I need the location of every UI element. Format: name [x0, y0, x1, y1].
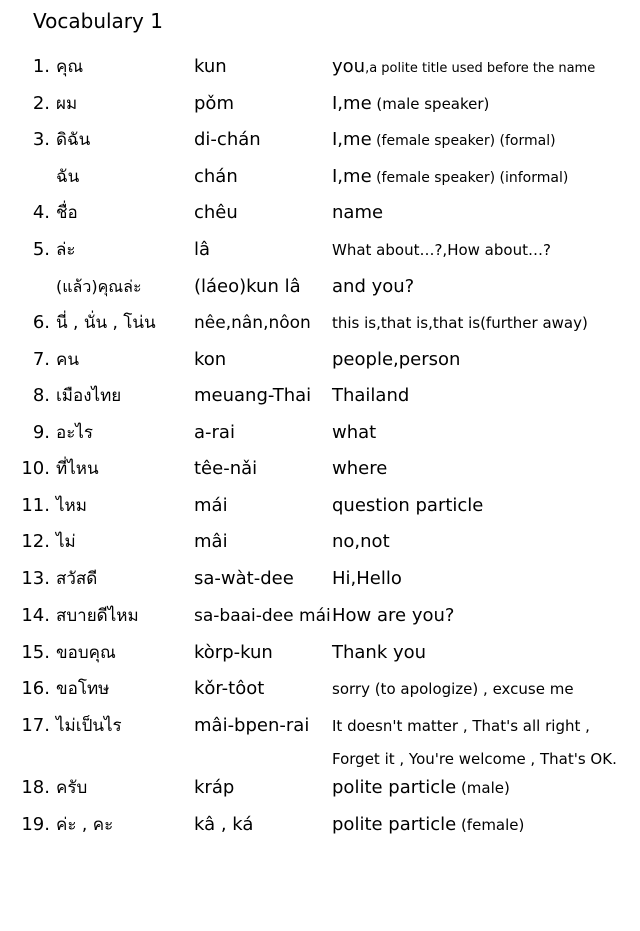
vocab-row [0, 564, 640, 594]
meaning [332, 418, 376, 448]
meaning-main: where [332, 458, 388, 479]
meaning-main: you [332, 56, 366, 77]
meaning [332, 744, 617, 774]
romanization: pǒm [194, 93, 234, 114]
vocab-row [0, 381, 640, 411]
thai-word: ไหม [56, 496, 87, 516]
meaning [332, 454, 387, 484]
meaning-main: and you? [332, 276, 415, 297]
romanization: mâi [194, 531, 228, 552]
item-number: 10. [21, 458, 50, 479]
romanization: kòrp-kun [194, 642, 273, 663]
romanization: chán [194, 166, 238, 187]
meaning-main: It doesn't matter , That's all right , [332, 717, 590, 735]
romanization: di-chán [194, 129, 261, 150]
item-number: 13. [21, 568, 50, 589]
meaning [332, 381, 409, 411]
vocab-row [0, 272, 640, 302]
meaning [332, 711, 590, 741]
item-number: 18. [21, 777, 50, 798]
vocab-row [0, 601, 640, 631]
meaning [332, 272, 414, 302]
meaning [332, 125, 556, 156]
meaning [332, 162, 568, 193]
meaning [332, 564, 402, 594]
thai-word: ล่ะ [56, 240, 76, 260]
meaning [332, 674, 574, 704]
thai-word: ผม [56, 94, 78, 114]
meaning-note: (male speaker) [371, 95, 490, 113]
item-number: 16. [21, 678, 50, 699]
item-number: 6. [32, 312, 50, 333]
vocab-row [0, 418, 640, 448]
vocab-row [0, 638, 640, 668]
meaning [332, 810, 524, 840]
meaning-main: this is,that is,that is(further away) [332, 314, 588, 332]
romanization: mái [194, 495, 228, 516]
thai-word: ครับ [56, 778, 88, 798]
vocab-row [0, 744, 640, 774]
meaning-main: no,not [332, 531, 390, 552]
meaning-main: What about…?,How about…? [332, 241, 551, 259]
meaning [332, 601, 454, 631]
item-number: 19. [21, 814, 50, 835]
vocab-row [0, 308, 640, 338]
meaning-main: polite particle [332, 777, 457, 798]
vocab-row [0, 711, 640, 741]
thai-word: สวัสดี [56, 569, 98, 589]
item-number: 12. [21, 531, 50, 552]
item-number: 1. [32, 56, 50, 77]
item-number: 4. [32, 202, 50, 223]
item-number: 7. [32, 349, 50, 370]
romanization: kâ , ká [194, 814, 254, 835]
item-number: 5. [32, 239, 50, 260]
romanization: têe-nǎi [194, 458, 258, 479]
meaning [332, 308, 588, 338]
meaning-main: I,me [332, 129, 372, 150]
thai-word: สบายดีไหม [56, 606, 139, 626]
thai-word: คน [56, 350, 79, 370]
meaning-main: sorry (to apologize) , excuse me [332, 680, 574, 698]
meaning [332, 491, 483, 521]
meaning [332, 773, 510, 803]
vocab-row [0, 491, 640, 521]
romanization: sa-wàt-dee [194, 568, 294, 589]
meaning [332, 198, 383, 228]
vocab-row [0, 674, 640, 704]
romanization: kráp [194, 777, 235, 798]
thai-word: ขอบคุณ [56, 643, 116, 663]
vocab-row [0, 198, 640, 228]
meaning-main: Thank you [332, 642, 427, 663]
meaning [332, 527, 390, 557]
romanization: nêe,nân,nôon [194, 313, 311, 333]
romanization: chêu [194, 202, 238, 223]
vocab-row [0, 235, 640, 265]
meaning [332, 235, 551, 265]
item-number: 14. [21, 605, 50, 626]
thai-word: เมืองไทย [56, 386, 122, 406]
meaning-note: (male) [456, 779, 510, 797]
meaning-main: name [332, 202, 384, 223]
meaning [332, 345, 460, 375]
vocab-row [0, 125, 640, 155]
meaning [332, 52, 595, 84]
romanization: kon [194, 349, 227, 370]
romanization: meuang-Thai [194, 385, 312, 406]
thai-word: อะไร [56, 423, 94, 443]
meaning-main: what [332, 422, 377, 443]
vocab-row [0, 162, 640, 192]
meaning-main: Forget it , You're welcome , That's OK. [332, 750, 617, 768]
meaning-main: How are you? [332, 605, 455, 626]
vocab-row [0, 527, 640, 557]
vocab-row [0, 773, 640, 803]
meaning-note: (female speaker) (informal) [371, 170, 569, 186]
meaning-main: Hi,Hello [332, 568, 402, 589]
thai-word: ดิฉัน [56, 130, 91, 150]
thai-word: นี่ , นั่น , โน่น [56, 313, 156, 333]
meaning-main: Thailand [332, 385, 410, 406]
thai-word: ค่ะ , คะ [56, 815, 114, 835]
vocab-row [0, 345, 640, 375]
thai-word: (แล้ว)คุณล่ะ [56, 277, 142, 296]
romanization: (láeo)kun lâ [194, 276, 301, 297]
meaning-main: people,person [332, 349, 461, 370]
meaning-main: I,me [332, 166, 372, 187]
romanization: mâi-bpen-rai [194, 715, 310, 736]
meaning-main: question particle [332, 495, 484, 516]
romanization: a-rai [194, 422, 235, 443]
thai-word: ไม่เป็นไร [56, 716, 122, 736]
meaning-main: polite particle [332, 814, 457, 835]
romanization: kun [194, 56, 227, 77]
romanization: lâ [194, 239, 211, 260]
vocab-row [0, 454, 640, 484]
item-number: 11. [21, 495, 50, 516]
meaning-note: (female speaker) (formal) [371, 133, 556, 149]
item-number: 3. [32, 129, 50, 150]
vocab-row [0, 810, 640, 840]
item-number: 8. [32, 385, 50, 406]
page-title: Vocabulary 1 [33, 9, 163, 33]
meaning-main: I,me [332, 93, 372, 114]
thai-word: ไม่ [56, 532, 76, 552]
item-number: 2. [32, 93, 50, 114]
meaning [332, 89, 489, 119]
vocab-row [0, 52, 640, 82]
meaning-note: ,a polite title used before the name [365, 61, 596, 76]
romanization: kǒr-tôot [194, 678, 265, 699]
item-number: 15. [21, 642, 50, 663]
thai-word: ที่ไหน [56, 459, 99, 479]
vocab-row [0, 89, 640, 119]
thai-word: ชื่อ [56, 203, 78, 223]
item-number: 9. [32, 422, 50, 443]
thai-word: ขอโทษ [56, 679, 110, 699]
thai-word: ฉัน [56, 167, 80, 187]
romanization: sa-baai-dee mái [194, 606, 331, 626]
item-number: 17. [21, 715, 50, 736]
thai-word: คุณ [56, 57, 84, 77]
meaning-note: (female) [456, 816, 525, 834]
meaning [332, 638, 426, 668]
